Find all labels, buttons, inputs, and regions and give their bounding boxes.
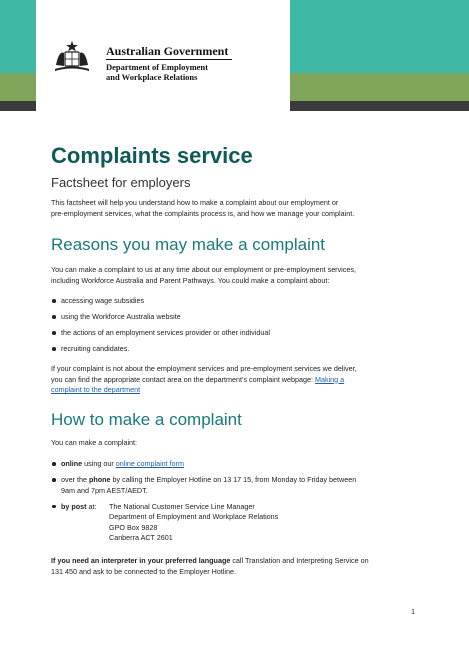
list-item-text: using the Workforce Australia website	[61, 312, 181, 321]
list-item-phone	[51, 475, 421, 496]
gov-title: Australian Government	[106, 44, 229, 58]
list-item	[51, 344, 421, 355]
bullet-icon	[52, 347, 56, 351]
address-line: The National Customer Service Line Manager	[109, 501, 255, 511]
how-intro-text: You can make a complaint:	[51, 438, 138, 447]
bullet-icon	[52, 478, 56, 482]
reasons-line: You can make a complaint to us at any time about our employment or pre-employment services,	[51, 265, 356, 274]
online-label: online	[61, 459, 83, 468]
section-heading-how: How to make a complaint	[51, 410, 242, 429]
online-text: using our	[82, 459, 116, 468]
post-label: by post	[61, 501, 87, 511]
interpreter-bold: If you need an interpreter in your preferred language	[51, 556, 231, 565]
list-item-text: recruiting candidates.	[61, 344, 130, 353]
government-logo	[36, 0, 290, 111]
list-item-online	[51, 459, 421, 470]
coat-of-arms-icon	[52, 39, 92, 75]
paragraph-line	[51, 385, 421, 396]
list-item-post	[51, 502, 421, 544]
address-line: Canberra ACT 2601	[109, 533, 173, 542]
bullet-icon	[52, 299, 56, 303]
list-item	[51, 296, 421, 307]
making-complaint-link-continued[interactable]: complaint to the department	[51, 385, 141, 394]
intro-line: pre-employment services, what the complaints process is, and how we manage your complaint.	[51, 208, 355, 218]
paragraph-text: you can find the appropriate contact area on the department’s complaint webpage:	[51, 374, 315, 384]
bullet-icon	[52, 505, 56, 509]
paragraph-line: 131 450 and ask to be connected to the Employer Hotline.	[51, 566, 237, 576]
reasons-line: including Workforce Australia and Parent Pathways. You could make a complaint about:	[51, 275, 330, 285]
interpreter-paragraph	[51, 556, 421, 577]
list-item	[51, 328, 421, 339]
bullet-icon	[52, 315, 56, 319]
how-list	[51, 459, 421, 544]
phone-text: by calling the Employer Hotline on 13 17 15, from Monday to Friday between	[110, 475, 357, 484]
bullet-icon	[52, 462, 56, 466]
paragraph-line	[51, 375, 421, 386]
department-name-line2: and Workplace Relations	[106, 72, 198, 82]
postal-address	[109, 502, 278, 544]
other-complaint-paragraph	[51, 364, 421, 396]
list-item-text: accessing wage subsidies	[61, 296, 145, 305]
intro-paragraph	[51, 198, 421, 219]
online-complaint-form-link[interactable]: online complaint form	[115, 459, 185, 468]
paragraph-line	[51, 556, 421, 567]
interpreter-text: call Translation and Interpreting Service on	[230, 556, 369, 565]
making-complaint-link[interactable]: Making a	[314, 374, 345, 384]
logo-divider	[106, 59, 232, 60]
page-number: 1	[411, 607, 416, 616]
page-subtitle: Factsheet for employers	[51, 175, 191, 190]
department-name-line1: Department of Employment	[106, 62, 208, 72]
post-colon: at:	[86, 501, 97, 511]
reasons-list	[51, 296, 421, 355]
paragraph-line: If your complaint is not about the employment services and pre-employment services we deliver,	[51, 364, 357, 373]
list-item-text: the actions of an employment services provider or other individual	[61, 328, 270, 337]
reasons-paragraph	[51, 265, 421, 286]
page-title: Complaints service	[51, 143, 253, 168]
phone-pre: over the	[61, 475, 89, 484]
how-intro	[51, 438, 421, 449]
section-heading-reasons: Reasons you may make a complaint	[51, 235, 326, 254]
phone-hours: 9am and 7pm AEST/AEDT.	[61, 485, 148, 495]
address-line: GPO Box 9828	[109, 522, 158, 532]
phone-label: phone	[88, 475, 111, 484]
bullet-icon	[52, 331, 56, 335]
list-item	[51, 312, 421, 323]
address-line: Department of Employment and Workplace Relations	[109, 512, 279, 521]
intro-line: This factsheet will help you understand how to make a complaint about our employment or	[51, 198, 339, 207]
